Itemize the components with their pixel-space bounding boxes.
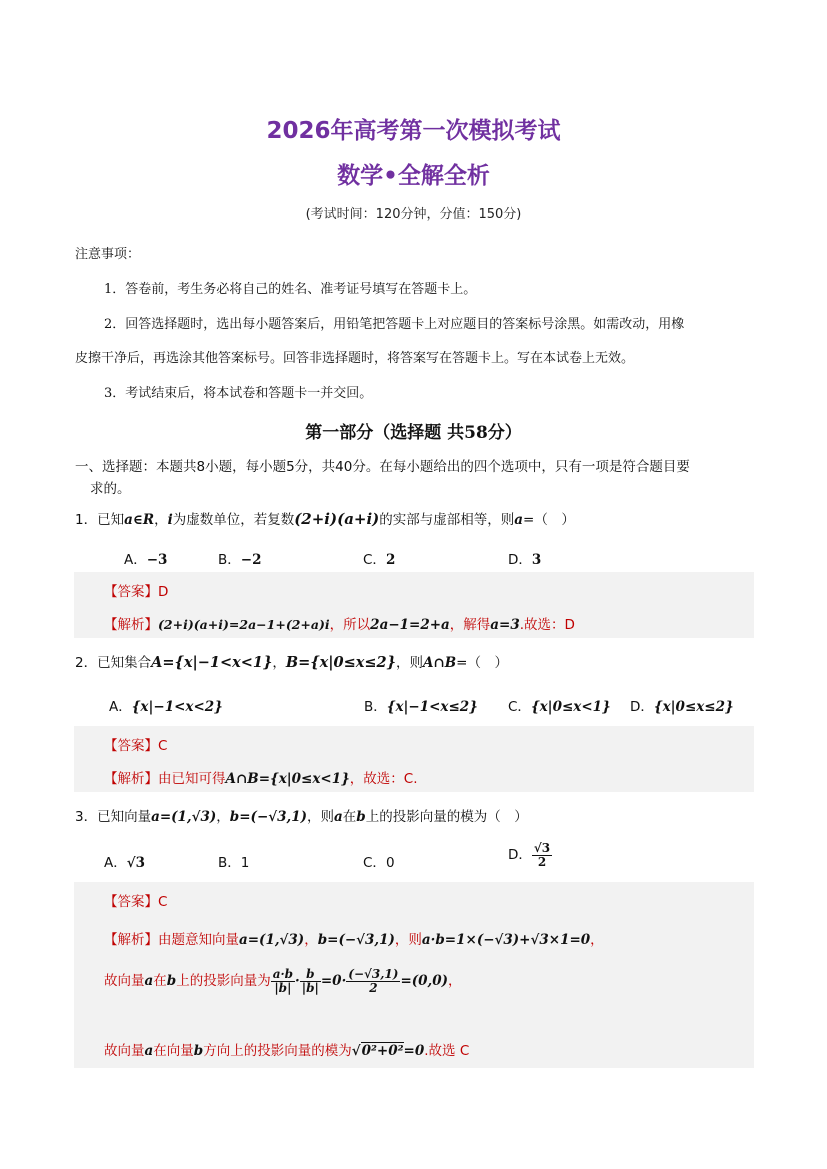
exam-info: (考试时间：120分钟，分值：150分): [305, 207, 522, 222]
question-3-option-b: B．1: [218, 855, 250, 871]
question-3-analysis-line-3: 故向量a在向量b方向上的投影向量的模为√0²+0²=0.故选 C: [104, 1043, 470, 1059]
notice-item-3: 3．考试结束后，将本试卷和答题卡一并交回。: [104, 386, 373, 401]
question-2-option-a: A．{x|−1<x<2}: [109, 699, 223, 715]
section-instructions-line-1: 一、选择题：本题共8小题，每小题5分，共40分。在每小题给出的四个选项中，只有一项是符合题目要: [75, 459, 690, 475]
question-number: 3．: [75, 809, 98, 825]
question-3-option-a: A．√3: [104, 855, 146, 871]
question-3-stem: 3．已知向量a=(1,√3)，b=(−√3,1)，则a在b上的投影向量的模为（ ）: [75, 809, 528, 825]
notice-item-2-line-1: 2．回答选择题时，选出每小题答案后，用铅笔把答题卡上对应题目的答案标号涂黑。如需改动，用橡: [104, 317, 685, 332]
question-number: 1．: [75, 512, 98, 528]
notice-item-2-line-2: 皮擦干净后，再选涂其他答案标号。回答非选择题时，将答案写在答题卡上。写在本试卷上无效。: [75, 351, 635, 366]
math-expression: a∈R: [124, 512, 155, 528]
question-2-stem: 2．已知集合A={x|−1<x<1}，B={x|0≤x≤2}，则A∩B=（ ）: [75, 654, 508, 671]
question-3-analysis-line-1: 【解析】由题意知向量a=(1,√3)，b=(−√3,1)，则a·b=1×(−√3)+√3×1=0，: [104, 932, 604, 948]
question-3-option-c: C．0: [363, 855, 395, 871]
page-subtitle: 数学•全解全析: [337, 163, 490, 189]
question-1-option-d: D．3: [508, 552, 542, 568]
question-2-option-c: C．{x|0≤x<1}: [508, 699, 611, 715]
question-3-answer: 【答案】C: [104, 894, 168, 910]
question-3-analysis-line-2: 故向量a在b上的投影向量为 $\frac{a\cdot b}{|b|}$ · $\frac{b}{|b|}$ =0· $\frac{(-√3,1)}{2}$ =(0,0)，: [104, 967, 462, 995]
question-3-option-d: D． $\frac{√3}{2}$: [508, 841, 551, 869]
part-title: 第一部分（选择题 共58分）: [305, 423, 522, 443]
question-1-option-c: C．2: [363, 552, 396, 568]
question-1-stem: 1．已知a∈R，i为虚数单位，若复数(2+i)(a+i)的实部与虚部相等，则a=（ ）: [75, 510, 575, 528]
question-2-option-b: B．{x|−1<x≤2}: [364, 699, 478, 715]
question-2-option-d: D．{x|0≤x≤2}: [630, 699, 734, 715]
question-1-option-a: A．−3: [124, 552, 168, 568]
notice-item-1: 1．答卷前，考生务必将自己的姓名、准考证号填写在答题卡上。: [104, 282, 477, 297]
question-1-answer: 【答案】D: [104, 584, 169, 600]
question-1-analysis: 【解析】(2+i)(a+i)=2a−1+(2+a)i，所以2a−1=2+a，解得a=3.故选：D: [104, 617, 575, 633]
notice-heading: 注意事项：: [75, 247, 141, 262]
question-2-analysis: 【解析】由已知可得A∩B={x|0≤x<1}，故选：C.: [104, 771, 418, 787]
question-2-answer: 【答案】C: [104, 738, 168, 754]
question-number: 2．: [75, 655, 98, 671]
page-title: 2026年高考第一次模拟考试: [266, 118, 561, 144]
section-instructions-line-2: 求的。: [90, 481, 131, 497]
math-expression: (2+i)(a+i): [294, 510, 380, 528]
question-1-option-b: B．−2: [218, 552, 262, 568]
